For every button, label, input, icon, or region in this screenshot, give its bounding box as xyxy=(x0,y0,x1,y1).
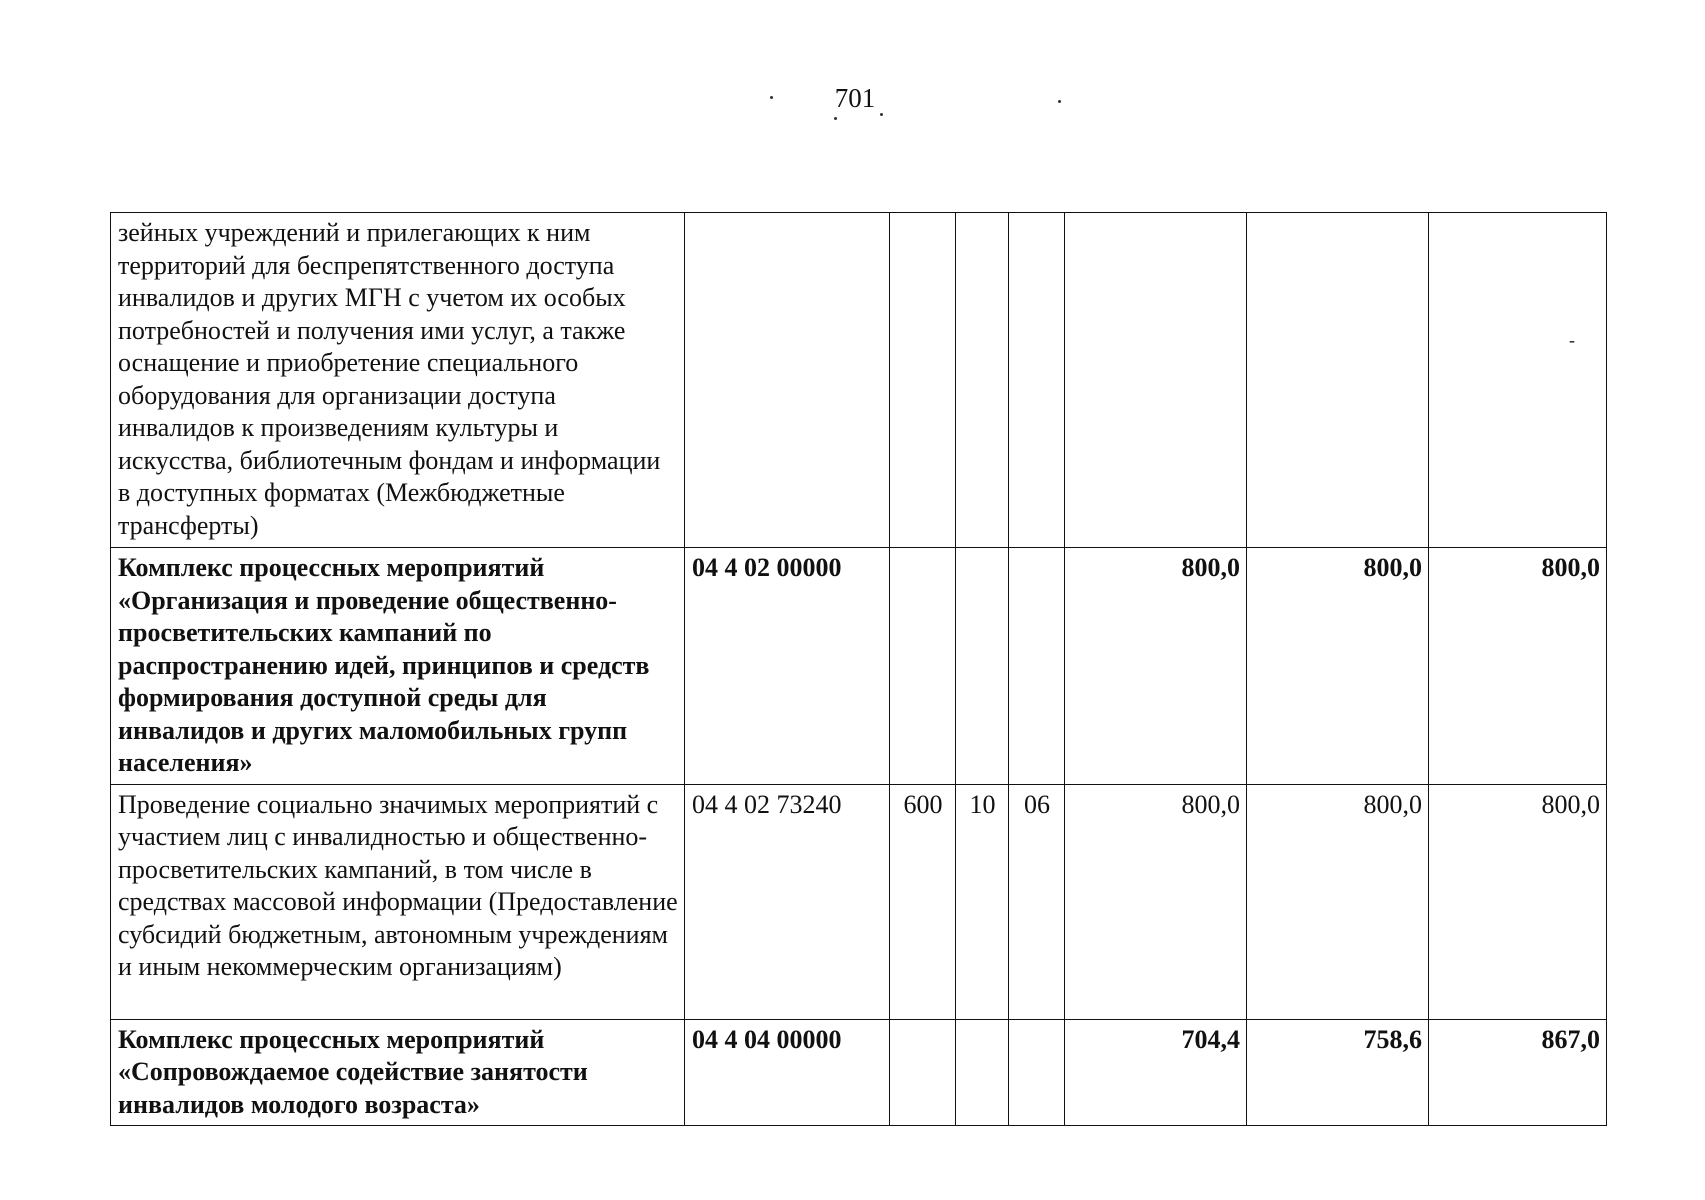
budget-table xyxy=(110,212,1607,1126)
row-sum-2: 758,6 xyxy=(1247,1019,1429,1126)
row-rz xyxy=(956,213,1009,548)
row-name: Проведение социально значимых мероприятий с участием лиц с инвалидностью и общественно-просветительских кампаний, в том числе в средствах массовой информации (Предоставление субсидий бюджетным, автономным учреждениям и иным некоммерческим организациям) xyxy=(111,784,685,1019)
row-name: Комплекс процессных мероприятий «Сопровождаемое содействие занятости инвалидов молодого возраста» xyxy=(111,1019,685,1126)
scan-speck xyxy=(880,113,883,116)
row-sum-3: 800,0 xyxy=(1429,548,1607,785)
row-pr xyxy=(1009,548,1065,785)
row-code xyxy=(685,213,890,548)
row-rz xyxy=(956,548,1009,785)
row-pr xyxy=(1009,1019,1065,1126)
row-sum-3: 867,0 xyxy=(1429,1019,1607,1126)
row-pr: 06 xyxy=(1009,784,1065,1019)
row-sum-2: 800,0 xyxy=(1247,784,1429,1019)
row-rz: 10 xyxy=(956,784,1009,1019)
row-sum-2: 800,0 xyxy=(1247,548,1429,785)
scan-speck xyxy=(770,96,773,99)
row-sum-3-dash: - xyxy=(1569,330,1575,350)
row-code: 04 4 02 73240 xyxy=(685,784,890,1019)
row-rz xyxy=(956,1019,1009,1126)
row-sum-1: 800,0 xyxy=(1065,784,1247,1019)
row-sum-1: 704,4 xyxy=(1065,1019,1247,1126)
table-row xyxy=(111,784,1607,1019)
row-vr xyxy=(890,548,956,785)
row-sum-1: 800,0 xyxy=(1065,548,1247,785)
table-row xyxy=(111,548,1607,785)
row-pr xyxy=(1009,213,1065,548)
row-code: 04 4 04 00000 xyxy=(685,1019,890,1126)
row-sum-3: 800,0 xyxy=(1429,784,1607,1019)
row-sum-2 xyxy=(1247,213,1429,548)
row-vr xyxy=(890,213,956,548)
row-name: зейных учреждений и прилегающих к ним территорий для беспрепятственного доступа инвалидов и других МГН с учетом их особых потребностей и получения ими услуг, а также оснащение и приобретение специального оборудования для организации доступа инвалидов к произведениям культуры и искусства, библиотечным фондам и информации в доступных форматах (Межбюджетные трансферты) xyxy=(111,213,685,548)
scan-speck xyxy=(1058,100,1061,103)
row-vr xyxy=(890,1019,956,1126)
row-name: Комплекс процессных мероприятий «Организация и проведение общественно-просветительских кампаний по распространению идей, принципов и средств формирования доступной среды для инвалидов и других маломобильных групп населения» xyxy=(111,548,685,785)
row-vr: 600 xyxy=(890,784,956,1019)
page-number: 701 xyxy=(834,83,876,113)
row-sum-3 xyxy=(1429,213,1607,548)
table-row xyxy=(111,213,1607,548)
row-sum-1 xyxy=(1065,213,1247,548)
row-code: 04 4 02 00000 xyxy=(685,548,890,785)
scan-speck xyxy=(834,117,837,120)
table-row xyxy=(111,1019,1607,1126)
